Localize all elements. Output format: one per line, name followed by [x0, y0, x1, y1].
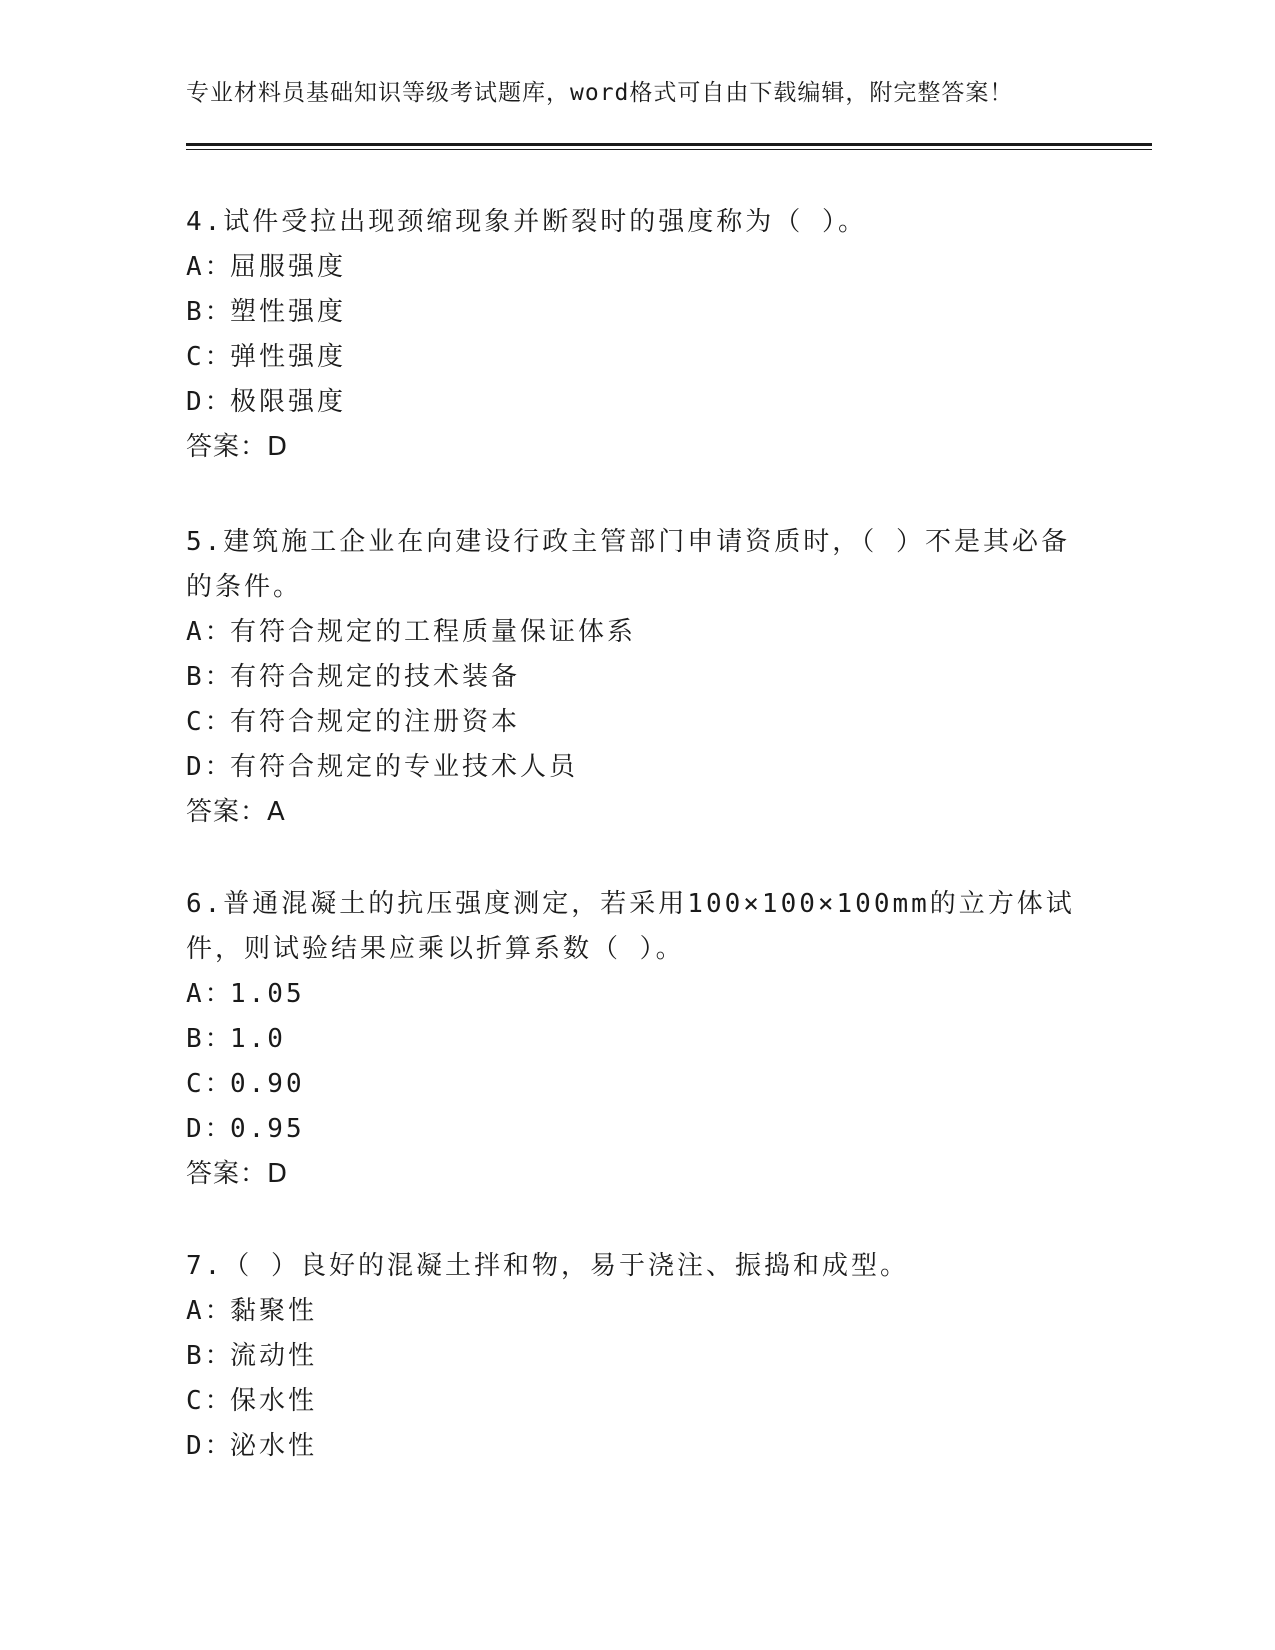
- answer-line: 答案：D: [186, 432, 289, 462]
- option-label: C：: [186, 1069, 234, 1099]
- option-text: 有符合规定的工程质量保证体系: [230, 617, 637, 647]
- question-stem-continued: 件，则试验结果应乘以折算系数（ ）。: [186, 934, 685, 964]
- option-a: [186, 610, 1086, 655]
- option-label: A：: [186, 252, 234, 282]
- option-label: D：: [186, 1431, 234, 1461]
- option-a: [186, 245, 1086, 290]
- question-stem: 4.试件受拉出现颈缩现象并断裂时的强度称为（ ）。: [186, 207, 867, 237]
- question-stem: 6.普通混凝土的抗压强度测定，若采用100×100×100mm的立方体试: [186, 889, 1075, 919]
- question-stem: 5.建筑施工企业在向建设行政主管部门申请资质时，（ ）不是其必备: [186, 527, 1070, 557]
- answer-line: 答案：D: [186, 1159, 289, 1189]
- option-label: B：: [186, 1341, 234, 1371]
- option-b: [186, 655, 1086, 700]
- option-text: 黏聚性: [230, 1296, 318, 1326]
- option-text: 弹性强度: [230, 342, 347, 372]
- option-b: [186, 1334, 1086, 1379]
- option-text: 有符合规定的注册资本: [230, 707, 521, 737]
- option-text: 0.90: [230, 1069, 305, 1099]
- option-text: 保水性: [230, 1386, 318, 1416]
- option-label: C：: [186, 1386, 234, 1416]
- option-d: [186, 1424, 1086, 1469]
- option-c: [186, 700, 1086, 745]
- option-label: D：: [186, 1114, 234, 1144]
- option-a: [186, 972, 1086, 1017]
- option-label: D：: [186, 752, 234, 782]
- question-6: [186, 882, 1086, 1197]
- option-label: B：: [186, 297, 234, 327]
- option-text: 有符合规定的技术装备: [230, 662, 521, 692]
- option-label: B：: [186, 662, 234, 692]
- option-a: [186, 1289, 1086, 1334]
- header-divider-thick: [186, 143, 1152, 146]
- question-stem: 7.（ ）良好的混凝土拌和物，易于浇注、振捣和成型。: [186, 1251, 909, 1281]
- option-text: 流动性: [230, 1341, 318, 1371]
- question-7: [186, 1244, 1086, 1469]
- answer-line: 答案：A: [186, 797, 286, 827]
- option-label: C：: [186, 342, 234, 372]
- option-label: A：: [186, 1296, 234, 1326]
- option-text: 1.05: [230, 979, 305, 1009]
- option-d: [186, 1107, 1086, 1152]
- option-label: A：: [186, 979, 234, 1009]
- question-stem-continued: 的条件。: [186, 572, 303, 602]
- option-text: 0.95: [230, 1114, 305, 1144]
- option-text: 1.0: [230, 1024, 286, 1054]
- option-text: 泌水性: [230, 1431, 318, 1461]
- option-text: 塑性强度: [230, 297, 347, 327]
- option-label: A：: [186, 617, 234, 647]
- option-c: [186, 335, 1086, 380]
- option-c: [186, 1379, 1086, 1424]
- question-4: [186, 200, 1086, 470]
- option-d: [186, 745, 1086, 790]
- option-label: D：: [186, 387, 234, 417]
- option-label: B：: [186, 1024, 234, 1054]
- page-header: 专业材料员基础知识等级考试题库，word格式可自由下载编辑，附完整答案！: [186, 80, 1014, 106]
- option-text: 极限强度: [230, 387, 347, 417]
- option-b: [186, 1017, 1086, 1062]
- option-c: [186, 1062, 1086, 1107]
- option-b: [186, 290, 1086, 335]
- header-divider-thin: [186, 149, 1152, 150]
- option-label: C：: [186, 707, 234, 737]
- option-d: [186, 380, 1086, 425]
- question-5: [186, 520, 1086, 835]
- option-text: 屈服强度: [230, 252, 347, 282]
- option-text: 有符合规定的专业技术人员: [230, 752, 579, 782]
